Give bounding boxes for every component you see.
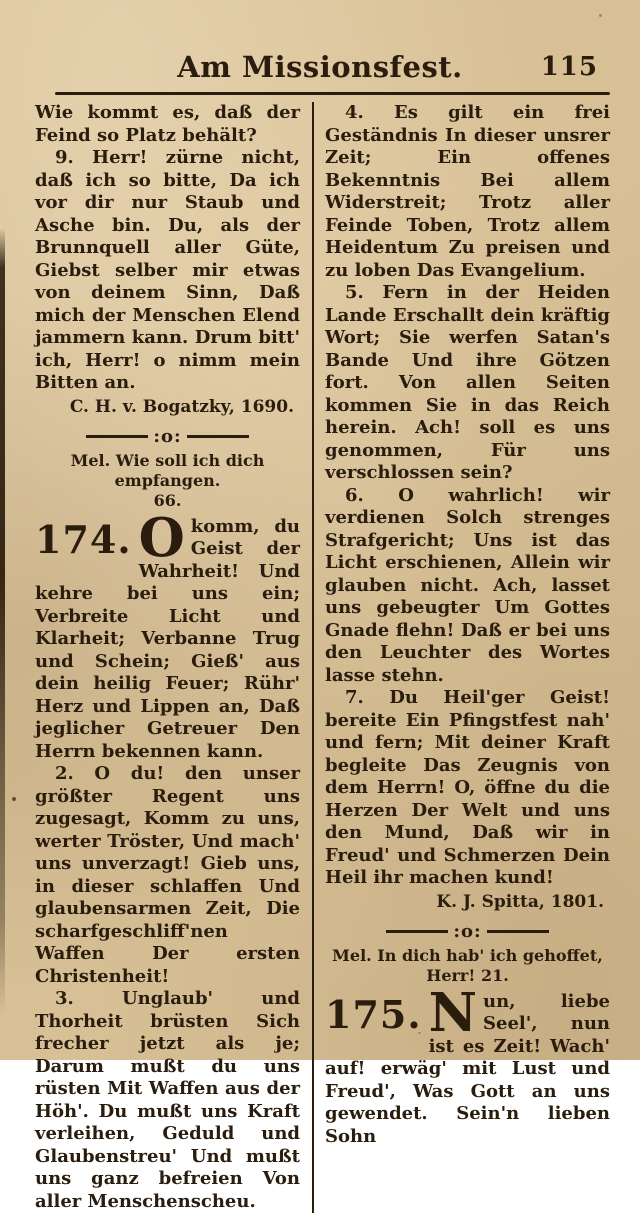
melody-line: Mel. Wie soll ich dich empfangen.: [70, 450, 265, 490]
hymn-175-verse-1-text: un, liebe Seel', nun ist es Zeit! Wach' auf! erwäg' mit Lust und Freud', Was Gott an uns gewendet. Sein'n lieben Sohn: [325, 990, 610, 1147]
hymn-174-verse-7: 7. Du Heil'ger Geist! bereite Ein Pfingstfest nah' und fern; Mit deiner Kraft begleite Das Zeugnis von dem Herrn! O, öffne du die Herzen Der Welt und uns den Mund, Daß wir in Freud' und Schmerzen Dein Heil ihr machen kund!: [325, 687, 610, 888]
drop-cap-o: O: [138, 506, 185, 569]
page-header: [0, 0, 640, 95]
right-column: [325, 102, 610, 1213]
hymn-174-verse-1-text: komm, du Geist der Wahrheit! Und kehre bei uns ein; Verbreite Licht und Klarheit; Verbanne Trug und Schein; Gieß' aus dein heilig Feuer; Rühr' Herz und Lippen an, Daß jeglicher Getreuer Den Herrn bekennen kann.: [35, 515, 300, 762]
section-divider: [35, 425, 300, 447]
drop-cap-n: N: [428, 981, 478, 1044]
verse-continuation: Wie kommt es, daß der Feind so Platz behält?: [35, 102, 300, 146]
column-divider-rule: [312, 102, 314, 1213]
melody-line: Mel. In dich hab' ich gehoffet,: [332, 945, 603, 965]
hymn-174-verse-2: 2. O du! den unser größter Regent uns zugesagt, Komm zu uns, werter Tröster, Und mach' uns unverzagt! Gieb uns, in dieser schlaffen Und glaubensarmen Zeit, Die scharfgeschliff'nen Waffen Der ersten Christenheit!: [35, 763, 300, 987]
divider-line: [487, 930, 549, 933]
divider-line: [86, 435, 148, 438]
paper-speck: [418, 1032, 421, 1034]
section-divider: [325, 920, 610, 942]
paper-speck: [12, 797, 16, 801]
divider-line: [187, 435, 249, 438]
hymn-number-174: 174.: [35, 516, 132, 562]
header-rule: [55, 92, 610, 95]
attribution-bogatzky: C. H. v. Bogatzky, 1690.: [69, 396, 294, 417]
hymn-174-verse-6: 6. O wahrlich! wir verdienen Solch strenges Strafgericht; Uns ist das Licht erschienen, Allein wir glauben nicht. Ach, lasset uns gebeugter Um Gottes Gnade flehn! Daß er bei uns den Leuchter des Wortes lasse stehn.: [325, 484, 610, 686]
verse-9: 9. Herr! zürne nicht, daß ich so bitte, Da ich vor dir nur Staub und Asche bin. Du, als der Brunnquell aller Güte, Giebst selber mir etwas von deinem Sinn, Daß mich der Menschen Elend jammern kann. Drum bitt' ich, Herr! o nimm mein Bitten an.: [35, 147, 300, 393]
hymn-number-175: 175.: [325, 991, 422, 1037]
text-columns: [0, 95, 640, 1213]
melody-number: Herr! 21.: [426, 965, 509, 985]
divider-ornament: :o:: [153, 425, 182, 447]
book-edge-shadow: [0, 228, 5, 1016]
divider-line: [386, 930, 448, 933]
divider-ornament: :o:: [453, 920, 482, 942]
hymn-174-verse-3: 3. Unglaub' und Thorheit brüsten Sich frecher jetzt als je; Darum mußt du uns rüsten Mit Waffen aus der Höh'. Du mußt uns Kraft verleihen, Geduld und Glaubenstreu' Und mußt uns ganz befreien Von aller Menschenscheu.: [35, 988, 300, 1212]
melody-reference-175: [325, 946, 610, 986]
page-number: 115: [540, 52, 598, 82]
hymn-174-verse-5: 5. Fern in der Heiden Lande Erschallt dein kräftig Wort; Sie werfen Satan's Bande Und ihre Götzen fort. Von allen Seiten kommen Sie in das Reich herein. Ach! soll es uns genommen, Für uns verschlossen sein?: [325, 282, 610, 483]
hymn-174-verse-1: [35, 506, 300, 764]
page-title: Am Missionsfest.: [177, 50, 463, 84]
melody-number: 66.: [153, 490, 182, 510]
hymn-174-verse-4: 4. Es gilt ein frei Geständnis In dieser unsrer Zeit; Ein offenes Bekenntnis Bei allem Widerstreit; Trotz aller Feinde Toben, Trotz allem Heidentum Zu preisen und zu loben Das Evangelium.: [325, 102, 610, 281]
melody-reference-174: [35, 451, 300, 511]
attribution-spitta: K. J. Spitta, 1801.: [436, 891, 604, 912]
left-column: [35, 102, 300, 1213]
hymn-175-verse-1: [325, 981, 610, 1149]
